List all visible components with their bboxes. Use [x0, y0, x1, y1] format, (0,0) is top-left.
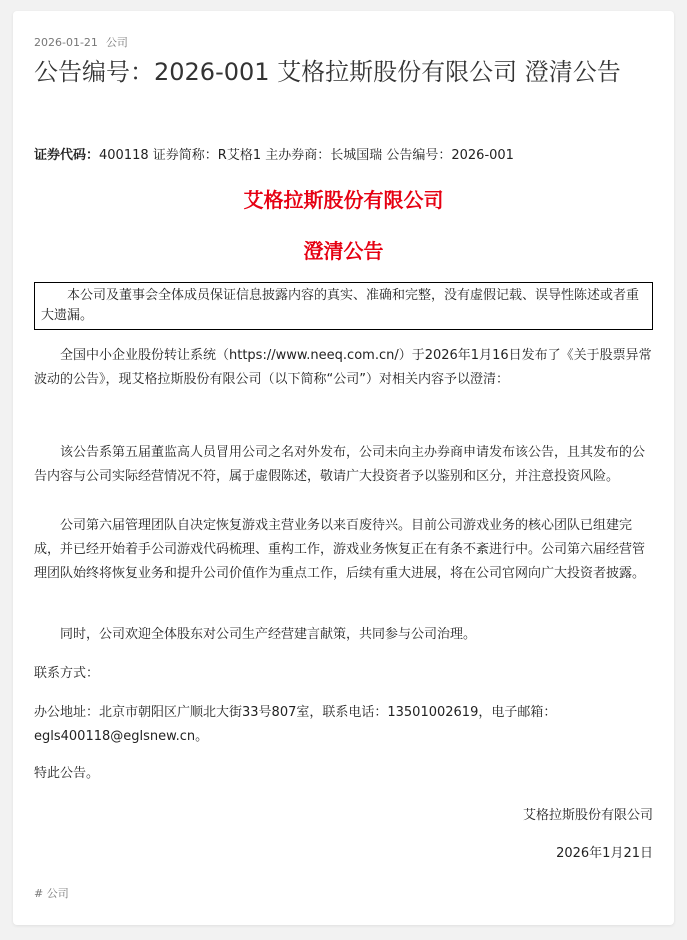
disclaimer-box: 本公司及董事会全体成员保证信息披露内容的真实、准确和完整，没有虚假记载、误导性陈述或者重大遗漏。 — [34, 282, 653, 330]
signature-company: 艾格拉斯股份有限公司 — [522, 808, 653, 823]
tag-link[interactable]: # 公司 — [34, 887, 69, 900]
category-link[interactable]: 公司 — [105, 36, 128, 49]
paragraph-governance: 同时，公司欢迎全体股东对公司生产经营建言献策，共同参与公司治理。 — [60, 627, 477, 642]
publish-date: 2026-01-21 — [34, 36, 98, 49]
contact-details: 办公地址：北京市朝阳区广顺北大街33号807室，联系电话：13501002619，电子邮箱：egls400118@eglsnew.cn。 — [34, 705, 557, 744]
stock-code-label: 证券代码： — [34, 148, 100, 163]
notice-heading: 澄清公告 — [303, 239, 384, 263]
contact-label: 联系方式： — [34, 666, 100, 681]
paragraph-clarification: 该公告系第五届董监高人员冒用公司之名对外发布，公司未向主办券商申请发布该公告，且其发布的公告内容与公司实际经营情况不符，属于虚假陈述，敬请广大投资者予以鉴别和区分，并注意投资风险。 — [34, 445, 646, 484]
stock-info-line — [34, 144, 664, 163]
paragraph-intro: 全国中小企业股份转让系统（https://www.neeq.com.cn/）于2026年1月16日发布了《关于股票异常波动的公告》，现艾格拉斯股份有限公司（以下简称“公司”）对相关内容予以澄清： — [34, 348, 652, 387]
company-heading: 艾格拉斯股份有限公司 — [243, 188, 444, 212]
stock-code: 400118 — [99, 148, 149, 163]
page-title: 公告编号：2026-001 艾格拉斯股份有限公司 澄清公告 — [34, 58, 621, 86]
signature-date: 2026年1月21日 — [556, 846, 653, 861]
article-card — [13, 11, 674, 925]
paragraph-business: 公司第六届管理团队自决定恢复游戏主营业务以来百废待兴。目前公司游戏业务的核心团队已组建完成，并已经开始着手公司游戏代码梳理、重构工作，游戏业务恢复正在有条不紊进行中。公司第六届经营管理团队始终将恢复业务和提升公司价值作为重点工作，后续有重大进展，将在公司官网向广大投资者披露。 — [34, 518, 646, 581]
article-meta — [34, 34, 128, 50]
stock-info-rest: 证券简称：R艾格1 主办券商：长城国瑞 公告编号：2026-001 — [148, 148, 514, 163]
closing-text: 特此公告。 — [34, 766, 100, 781]
